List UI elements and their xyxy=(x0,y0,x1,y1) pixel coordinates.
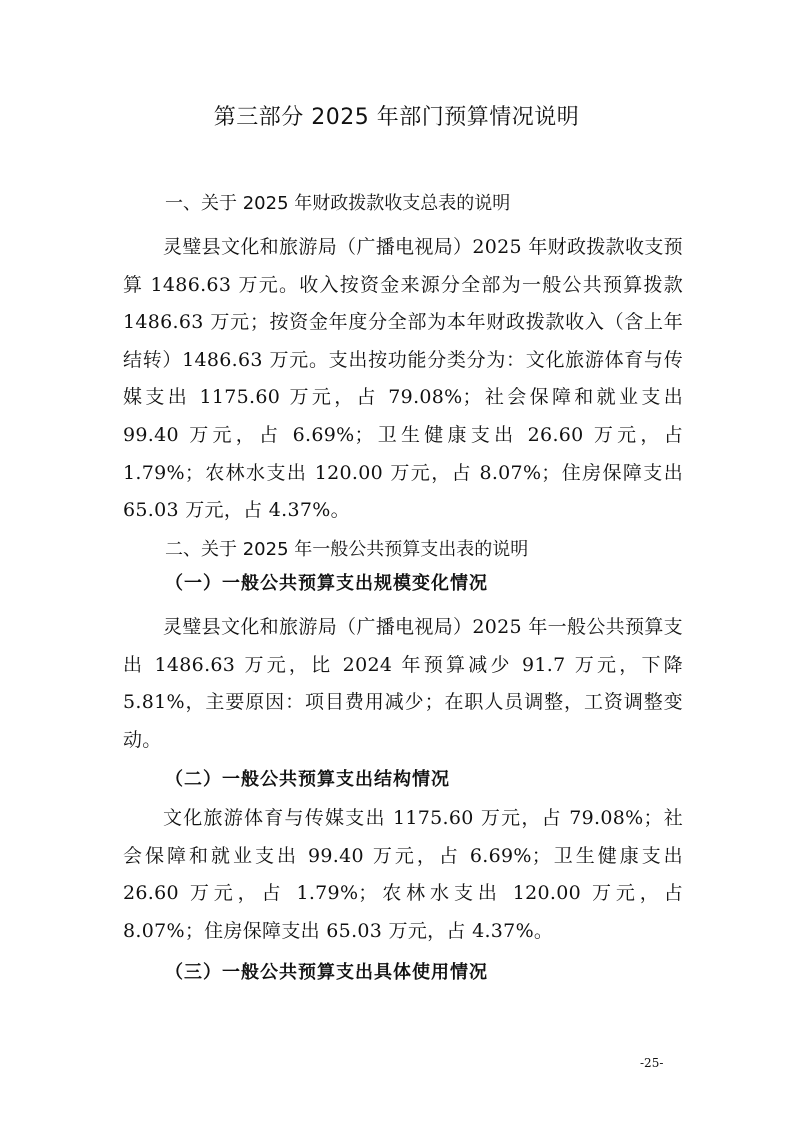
section-paragraph-1: 灵璧县文化和旅游局（广播电视局）2025 年财政拨款收支预算 1486.63 万元。收入按资金来源分全部为一般公共预算拨款 1486.63 万元；按资金年度分全部为本年财政拨款收入（含上年结转）1486.63 万元。支出按功能分类分为：文化旅游体育与传媒支出 1175.60 万元，占 79.08%；社会保障和就业支出 99.40 万元，占 6.69%；卫生健康支出 26.60 万元，占 1.79%；农林水支出 120.00 万元，占 8.07%；住房保障支出 65.03 万元，占 4.37%。 xyxy=(123,236,683,522)
section-heading-1: 一、关于 2025 年财政拨款收支总表的说明 xyxy=(165,193,511,214)
page-title: 第三部分 2025 年部门预算情况说明 xyxy=(213,105,580,130)
subsection-heading-1: （一）一般公共预算支出规模变化情况 xyxy=(165,573,488,594)
subsection-paragraph-1: 灵璧县文化和旅游局（广播电视局）2025 年一般公共预算支出 1486.63 万元，比 2024 年预算减少 91.7 万元，下降 5.81%，主要原因：项目费用减少；在职人员调整，工资调整变动。 xyxy=(123,616,683,751)
page-number: -25- xyxy=(640,1056,664,1070)
subsection-heading-2: （二）一般公共预算支出结构情况 xyxy=(165,769,450,790)
subsection-paragraph-2: 文化旅游体育与传媒支出 1175.60 万元，占 79.08%；社会保障和就业支出 99.40 万元，占 6.69%；卫生健康支出 26.60 万元，占 1.79%；农林水支出 120.00 万元，占 8.07%；住房保障支出 65.03 万元，占 4.37%。 xyxy=(123,807,683,942)
section-heading-2: 二、关于 2025 年一般公共预算支出表的说明 xyxy=(165,539,529,560)
subsection-heading-3: （三）一般公共预算支出具体使用情况 xyxy=(165,962,488,983)
